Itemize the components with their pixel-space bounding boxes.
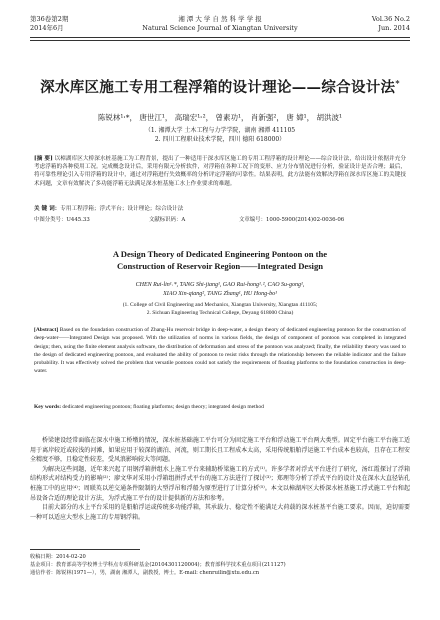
body-paragraph: 目前大部分的水上平台采用的是船舶浮运或传统多功能浮箱，其承载力、稳定性不能满足大荷载的深水桩基平台施工要求。因而，迫切需要一种可以适应大型水上施工的专用钢浮箱。: [30, 504, 410, 521]
affiliation-en-2: 2. Sichuan Engineering Technical College, Deyang 618000 China): [146, 310, 294, 316]
title-en-line-2: Construction of Reservoir Region——Integrated Design: [116, 261, 324, 271]
body-text: [30, 436, 410, 522]
abstract-cn-text: 以樟湖库区大桥深水桩基施工为工程背景，提出了一种适用于深水库区施工的专用工程浮箱的设计理论——综合设计法，给出设计依据并充分考虑浮箱的各种使用工况。完成概念设计后，采用有限元分析软件，对浮箱在各种工况下的变形、应力分布情况进行分析，验证设计是否合理；最后，将可靠性理论引入专用浮箱的设计中，通过对浮箱进行失效概率的分析评定浮箱的可靠性。结果表明，此方法能有效解决浮箱在深水库区施工的关键技术问题，文章有效解决了多功能浮箱无法满足深水桩基施工水上作业要求的难题。: [34, 156, 406, 187]
keywords-cn-label: 关 键 词：: [34, 206, 61, 212]
title-chinese: [30, 76, 410, 97]
authors-en-line-1: CHEN Rui-lin¹˒*, TANG Shi-jiang¹, GAO Rui-hong¹˒², CAO Su-gong¹,: [135, 282, 305, 288]
abstract-en-text: Based on the foundation construction of Zhang-Hu reservoir bridge in deep-water, a design theory of dedicated engineering pontoon for the construction of deep-water——Integrated Design was proposed. With the utilization of norms in various fields, the design of component of pontoon was completed in integrated design; then, using the finite element analysis software, the distribution of deformation and stress of the pontoon was analyzed; finally, the reliability theory was used to the design of dedicated engineering pontoon, and evaluated the ability of pontoon to resist risks through the relationship between the reliable indicator and the failure probability. It was effectively solved the problem that versatile pontoon could not satisfy the requirements of floating platforms to the foundation construction in deep-water.: [34, 327, 407, 375]
document-code: 文献标识码：A: [149, 217, 186, 223]
title-english: [30, 248, 410, 272]
running-header: [30, 12, 410, 38]
footnote-fund: 基金项目：教育部高等学校博士学科点专项科研基金(20104301120004)；教育部科学技术重点项目(211127): [30, 562, 286, 568]
authors-chinese: 陈锐林¹˒*， 唐世江¹， 高瑞宏¹˒²， 曾素功¹， 肖新强²， 唐 嫜¹， 胡洪波¹: [97, 113, 343, 122]
title-footnote-mark: *: [395, 78, 400, 89]
clc-number: 中图分类号：U445.33: [34, 217, 90, 223]
affiliations-chinese: [30, 126, 410, 144]
footnote-author: 通信作者：陈锐林(1971—），男，湖南 湘潭人，副教授，博士。E-mail: chenruilin@xtu.edu.cn: [30, 570, 260, 576]
abstract-english: [34, 326, 406, 376]
article-number: 文章编号：1000-5900(2014)02-0036-06: [239, 217, 345, 223]
classification-line: [34, 215, 406, 223]
affiliations-english: [30, 301, 410, 317]
affiliation-cn-2: 2. 四川工程职业技术学院，四川 德阳 618000）: [154, 136, 286, 143]
header-volume: 第36卷第2期: [30, 15, 69, 23]
abstract-chinese: [34, 155, 406, 188]
body-paragraph: 桥梁建设经常面临在深水中施工桥墩的情况，深水桩基础施工平台可分为固定施工平台和浮动施工平台两大类型。固定平台施工平台施工适用于离岸较近或较浅的河滩，如果应用于较深的湖泊、河流，则工期长且工程成本太高，采用传统船舶浮运施工平台成本也较高，且存在工程安全精度不够，且稳定性较差，受风浪影响较大等问题。: [30, 437, 410, 464]
header-volume-en: Vol.36 No.2: [371, 15, 410, 23]
abstract-en-label: [Abstract]: [34, 327, 59, 333]
header-date-en: Jun. 2014: [378, 24, 410, 32]
authors-english: [30, 281, 410, 299]
header-journal-en: Natural Science Journal of Xiangtan University: [142, 24, 298, 32]
affiliation-en-1: (1. College of Civil Engineering and Mechanics, Xiangtan University, Xiangtan 411105;: [122, 302, 318, 308]
affiliation-cn-1: （1. 湘潭大学 土木工程与力学学院，湖南 湘潭 411105: [144, 127, 296, 134]
header-journal: [30, 15, 410, 33]
title-chinese-text: 深水库区施工专用工程浮箱的设计理论——综合设计法: [40, 79, 396, 96]
keywords-en-text: dedicated engineering pontoon; floating platforms; design theory; integrated design method: [62, 404, 264, 410]
abstract-cn-label: [摘 要]: [34, 156, 53, 162]
body-paragraph: 为解决这些问题，近年来兴起了用钢浮箱拼组水上施工平台来辅助桥梁施工的方式⁽¹⁾。许多学者对浮式平台进行了研究，汤红霞探讨了浮箱结构形式对结构受力的影响⁽²⁾；廖文华对采用小浮箱组拼浮式平台的施工方法进行了探讨⁽³⁾；郑理等分析了浮式平台的设计及在深水大直径钻孔桩施工中的应用⁽⁴⁾；周联英以逆交通条件限制的大型浮吊和浮船为原型进行了计算分析⁽⁵⁾。本文以樟湖库区大桥深水桩基施工浮式施工平台和起吊设备合适的理论设计方法，为浮式施工平台的设计提供新的方法和参考。: [30, 465, 410, 502]
title-en-line-1: A Design Theory of Dedicated Engineering Pontoon on the: [112, 249, 328, 259]
header-rule: [30, 40, 410, 41]
footnote-received: 收稿日期：2014-02-20: [30, 554, 86, 560]
authors-en-line-2: XIAO Xin-qiang², TANG Zhang¹, HU Hong-bo¹: [163, 291, 277, 297]
footnote-rule: [30, 549, 140, 550]
keywords-cn-text: 专用工程浮箱；浮式平台；设计理论；综合设计法: [60, 206, 184, 212]
header-journal-cn: 湘 潭 大 学 自 然 科 学 学 报: [178, 15, 262, 23]
keywords-en-label: Key words:: [34, 404, 62, 410]
footnotes: [30, 553, 410, 577]
keywords-english: [34, 403, 406, 411]
header-date: 2014年6月: [30, 24, 64, 32]
keywords-chinese: [34, 205, 406, 213]
header-issue-en: [372, 15, 410, 33]
